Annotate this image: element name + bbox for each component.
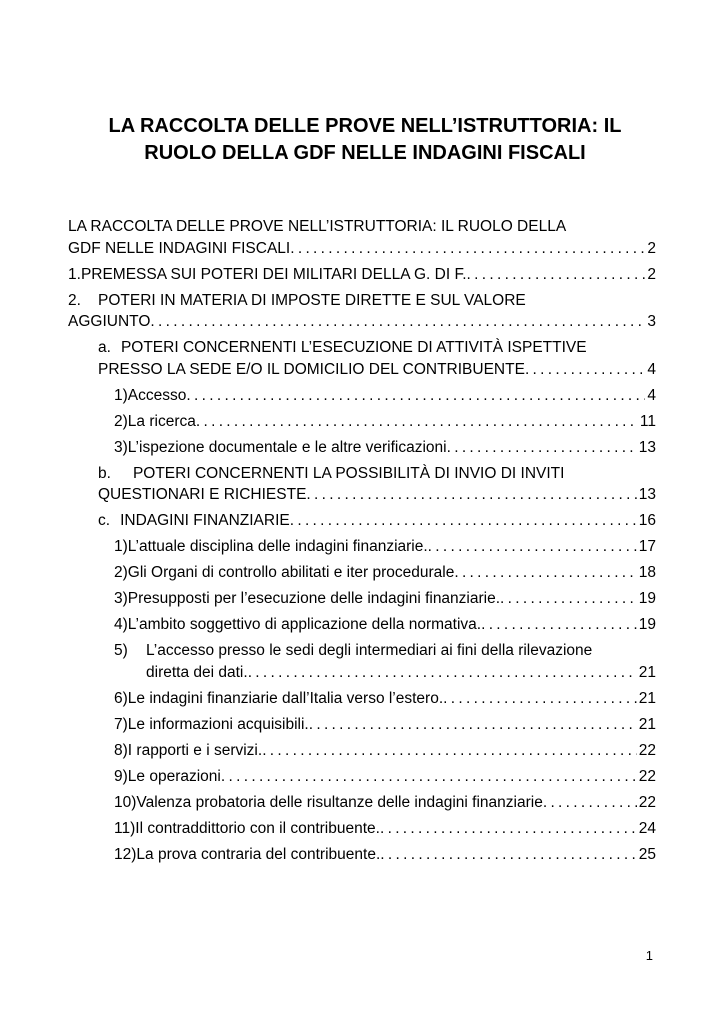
toc-entry-number: 8) <box>114 741 128 759</box>
toc-entry-text: Gli Organi di controllo abilitati e iter procedurale <box>127 564 455 581</box>
toc-entry[interactable] <box>68 792 656 814</box>
dot-leader <box>543 792 637 814</box>
toc-entry-text: POTERI IN MATERIA DI IMPOSTE DIRETTE E SUL VALORE <box>98 291 526 309</box>
toc-page-number: 16 <box>638 512 656 529</box>
toc-entry-number: 1) <box>114 538 128 555</box>
toc-entry-text: Le operazioni <box>127 767 221 785</box>
toc-entry-text: POTERI CONCERNENTI L’ESECUZIONE DI ATTIVITÀ ISPETTIVE <box>120 339 587 356</box>
toc-page-number: 13 <box>638 438 656 456</box>
toc-entry-number: 7) <box>114 715 128 733</box>
toc-entry-text: La ricerca <box>127 412 196 430</box>
toc-page-number: 18 <box>638 564 656 581</box>
toc-entry-text: I rapporti e i servizi. <box>127 741 263 759</box>
toc-entry[interactable] <box>68 437 656 459</box>
toc-entry[interactable] <box>68 688 656 710</box>
title-line-1: LA RACCOLTA DELLE PROVE NELL’ISTRUTTORIA: IL <box>108 115 622 137</box>
toc-entry[interactable] <box>68 740 656 762</box>
toc-page-number: 22 <box>638 793 656 811</box>
toc-page-number: 19 <box>638 590 656 607</box>
toc-entry-text: AGGIUNTO <box>68 313 151 330</box>
dot-leader <box>290 510 637 532</box>
title-line-2: RUOLO DELLA GDF NELLE INDAGINI FISCALI <box>144 142 586 164</box>
dot-leader <box>481 614 637 636</box>
toc-page-number: 25 <box>638 845 656 863</box>
toc-entry-text: Valenza probatoria delle risultanze delle indagini finanziarie <box>136 793 543 811</box>
toc-entry-number: a. <box>98 339 111 356</box>
toc-page-number: 22 <box>638 767 656 785</box>
dot-leader <box>525 359 645 381</box>
toc-entry[interactable] <box>68 562 656 584</box>
dot-leader <box>428 536 637 558</box>
dot-leader <box>443 688 637 710</box>
toc-entry-number: 2. <box>68 291 81 309</box>
toc-entry[interactable] <box>68 264 656 286</box>
toc-page-number: 2 <box>647 239 656 257</box>
toc-entry[interactable] <box>68 766 656 788</box>
toc-page-number: 17 <box>638 538 656 555</box>
toc-page-number: 19 <box>638 616 656 633</box>
toc-entry-text: L’ispezione documentale e le altre verificazioni <box>127 438 447 456</box>
toc-entry-number: 10) <box>114 793 137 811</box>
toc-page-number: 22 <box>638 741 656 759</box>
dot-leader <box>262 740 637 762</box>
dot-leader <box>500 588 637 610</box>
toc-entry-text: POTERI CONCERNENTI LA POSSIBILITÀ DI INVIO DI INVITI <box>132 464 565 482</box>
toc-entry[interactable] <box>68 588 656 610</box>
dot-leader <box>221 766 637 788</box>
toc-entry-number: 6) <box>114 689 128 707</box>
toc-entry-text: GDF NELLE INDAGINI FISCALI <box>68 239 291 257</box>
dot-leader <box>454 562 636 584</box>
toc-entry[interactable] <box>68 411 656 433</box>
toc-page-number: 21 <box>638 663 656 681</box>
toc-entry-number: b. <box>98 464 111 482</box>
toc-entry-number: 3) <box>114 438 128 456</box>
dot-leader <box>186 385 645 407</box>
toc-entry-text: INDAGINI FINANZIARIE <box>120 512 290 529</box>
toc-page-number: 21 <box>638 715 656 733</box>
toc-entry[interactable] <box>68 614 656 636</box>
toc-entry-text: LA RACCOLTA DELLE PROVE NELL’ISTRUTTORIA: IL RUOLO DELLA <box>68 218 567 235</box>
dot-leader <box>306 484 636 506</box>
toc-entry-number: 11) <box>114 819 136 837</box>
toc-page-number: 11 <box>639 412 656 430</box>
toc-entry-number: 1) <box>114 386 128 404</box>
toc-entry-number: 2) <box>114 564 128 581</box>
toc-page-number: 13 <box>638 486 656 503</box>
toc-entry[interactable] <box>68 714 656 736</box>
toc-entry-number: c. <box>98 512 111 529</box>
toc-entry-text: QUESTIONARI E RICHIESTE <box>98 486 307 503</box>
toc-entry-number: 4) <box>114 616 128 633</box>
dot-leader <box>196 411 638 433</box>
toc-entry-text: L’accesso presso le sedi degli intermediari ai fini della rilevazione <box>146 642 593 659</box>
toc-page-number: 4 <box>647 386 656 404</box>
toc-entry[interactable] <box>68 463 656 506</box>
toc-entry[interactable] <box>68 216 656 259</box>
toc-page-number: 24 <box>638 819 656 837</box>
dot-leader <box>380 844 636 866</box>
toc-entry[interactable] <box>68 818 656 840</box>
document-title <box>60 113 670 167</box>
dot-leader <box>380 818 637 840</box>
toc-entry-number: 2) <box>114 412 128 430</box>
toc-entry[interactable] <box>68 385 656 407</box>
toc-entry-text: Le informazioni acquisibili. <box>127 715 309 733</box>
toc-entry-number: 12) <box>114 845 137 863</box>
toc-entry[interactable] <box>68 290 656 333</box>
dot-leader <box>150 311 645 333</box>
toc-entry-number: 3) <box>114 590 128 607</box>
toc-entry-text: L’attuale disciplina delle indagini finanziarie. <box>127 538 428 555</box>
toc-entry-text: Accesso <box>127 386 187 404</box>
toc-entry[interactable] <box>68 640 656 683</box>
toc-entry[interactable] <box>68 844 656 866</box>
toc-page-number: 2 <box>647 265 656 283</box>
page-number: 1 <box>645 948 653 963</box>
toc-entry-text: Il contraddittorio con il contribuente. <box>135 819 380 837</box>
dot-leader <box>309 714 637 736</box>
toc-entry-text: PREMESSA SUI POTERI DEI MILITARI DELLA G. DI F. <box>80 265 467 283</box>
toc-page-number: 21 <box>638 689 656 707</box>
toc-entry-text: L’ambito soggettivo di applicazione della normativa. <box>127 616 482 633</box>
toc-entry-text: diretta dei dati. <box>146 663 248 681</box>
table-of-contents <box>68 216 656 870</box>
dot-leader <box>467 264 646 286</box>
dot-leader <box>290 238 645 260</box>
toc-entry-number: 5) <box>114 642 128 659</box>
toc-page-number: 4 <box>647 360 656 378</box>
toc-entry-text: La prova contraria del contribuente. <box>136 845 381 863</box>
toc-entry[interactable] <box>68 510 656 532</box>
dot-leader <box>248 662 637 684</box>
toc-entry[interactable] <box>68 536 656 558</box>
toc-entry-text: PRESSO LA SEDE E/O IL DOMICILIO DEL CONTRIBUENTE <box>98 360 525 378</box>
toc-entry-number: 9) <box>114 767 128 785</box>
toc-page-number: 3 <box>647 313 656 330</box>
toc-entry-number: 1. <box>68 265 81 283</box>
toc-entry-text: Le indagini finanziarie dall’Italia verso l’estero. <box>127 689 444 707</box>
dot-leader <box>447 437 637 459</box>
toc-entry[interactable] <box>68 337 656 380</box>
toc-entry-text: Presupposti per l’esecuzione delle indagini finanziarie. <box>127 590 501 607</box>
